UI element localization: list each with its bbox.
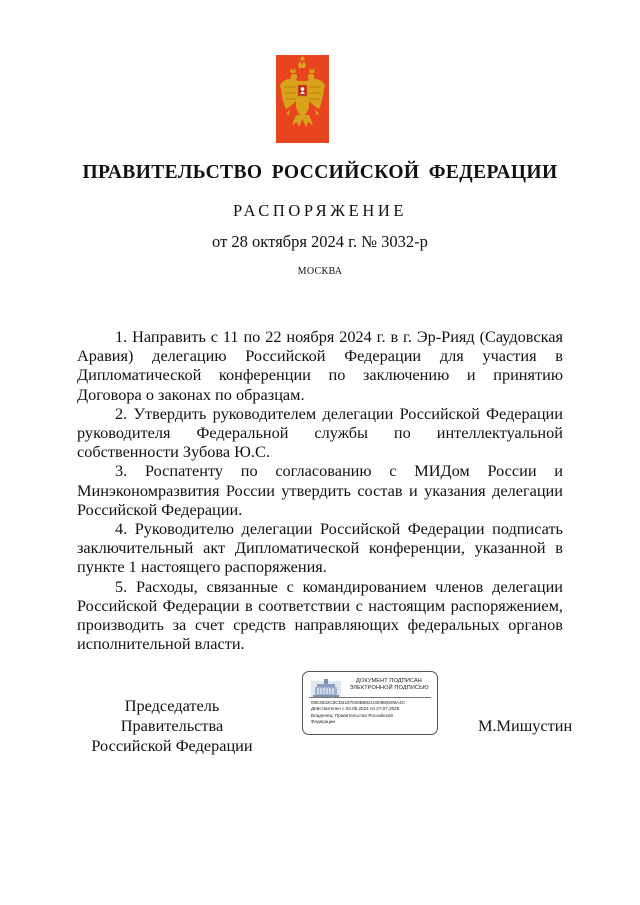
signatory-name: М.Мишустин bbox=[478, 716, 573, 735]
stamp-heading bbox=[343, 678, 435, 692]
stamp-details bbox=[311, 700, 435, 726]
document-body bbox=[77, 327, 563, 653]
stamp-owner-line-2: Федерации bbox=[311, 719, 336, 725]
paragraph-1: 1. Направить с 11 по 22 ноября 2024 г. в г. Эр-Рияд (Саудовская Аравия) делегацию Российской Федерации для участия в Дипломатической конференции по заключению и принятию Договора о законах по образцам. bbox=[77, 327, 563, 404]
paragraph-2: 2. Утвердить руководителем делегации Российской Федерации руководителя Федеральной службы по интеллектуальной собственности Зубова Ю.С. bbox=[77, 403, 563, 462]
signatory-title-line-2: Российской Федерации bbox=[91, 736, 253, 755]
city-label: МОСКВА bbox=[297, 266, 343, 277]
stamp-certificate: 00E3632C6CD2197040B8921030989209A4C bbox=[311, 700, 405, 705]
stamp-owner-line-1: Владелец: Правительство Российской bbox=[311, 712, 393, 718]
state-emblem-icon bbox=[276, 55, 329, 143]
signatory-title-line-1: Председатель Правительства bbox=[120, 696, 224, 735]
government-building-icon bbox=[311, 679, 341, 697]
paragraph-3: 3. Роспатенту по согласованию с МИДом России и Минэкономразвития России утвердить состав и указания делегации Российской Федерации. bbox=[77, 461, 563, 519]
paragraph-4: 4. Руководителю делегации Российской Федерации подписать заключительный акт Дипломатической конференции, указанной в пункте 1 настоящего распоряжения. bbox=[77, 519, 563, 577]
document-date-number: от 28 октября 2024 г. № 3032-р bbox=[212, 232, 428, 251]
stamp-validity: Действителен с 03.05.2024 по 27.07.2025 bbox=[311, 706, 400, 712]
organization-title: ПРАВИТЕЛЬСТВО РОССИЙСКОЙ ФЕДЕРАЦИИ bbox=[82, 162, 558, 183]
paragraph-5: 5. Расходы, связанные с командированием членов делегации Российской Федерации в соответствии с настоящим распоряжением, производить за счет средств направляющих федеральных органов исполнительной власти. bbox=[77, 576, 563, 654]
electronic-signature-stamp bbox=[302, 671, 438, 735]
stamp-divider bbox=[309, 697, 431, 698]
stamp-heading-line-2: ЭЛЕКТРОННОЙ ПОДПИСЬЮ bbox=[349, 685, 429, 691]
signatory-title bbox=[72, 696, 272, 756]
document-type: РАСПОРЯЖЕНИЕ bbox=[232, 201, 408, 220]
stamp-heading-line-1: ДОКУМЕНТ ПОДПИСАН bbox=[356, 678, 422, 684]
